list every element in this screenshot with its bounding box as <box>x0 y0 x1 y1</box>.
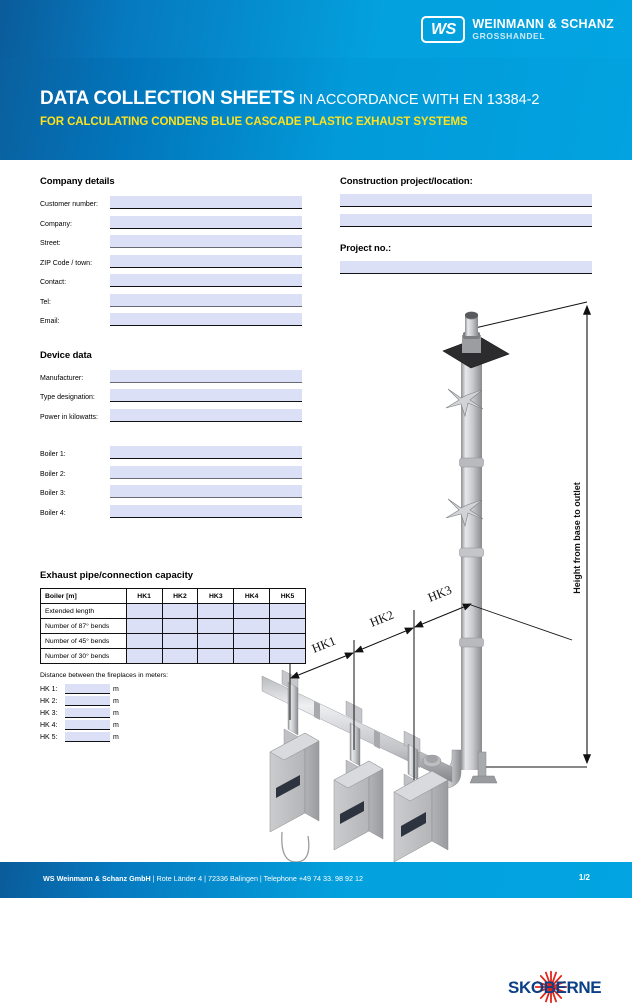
page-footer <box>0 862 632 898</box>
label-company: Company: <box>40 220 72 228</box>
distances-heading: Distance between the fireplaces in meters: <box>40 672 169 679</box>
row-label-87-bends: Number of 87° bends <box>41 619 127 634</box>
cell-30-bends-hk2[interactable] <box>162 649 198 664</box>
label-street: Street: <box>40 240 61 247</box>
input-customer-number[interactable] <box>110 196 302 209</box>
cell-45-bends-hk1[interactable] <box>126 634 162 649</box>
skoberne-wordmark: SKOBERNE <box>508 978 602 997</box>
span-label-hk1: HK1 <box>309 633 338 656</box>
label-contact: Contact: <box>40 279 67 286</box>
label-customer-number: Customer number: <box>40 201 98 208</box>
cell-87-bends-hk1[interactable] <box>126 619 162 634</box>
unit-distance-hk2: m <box>113 697 119 705</box>
row-label-45-bends: Number of 45° bends <box>41 634 127 649</box>
col-header-hk4: HK4 <box>234 589 270 604</box>
cell-87-bends-hk2[interactable] <box>162 619 198 634</box>
input-project-no[interactable] <box>340 261 592 274</box>
capacity-table-heading: Exhaust pipe/connection capacity <box>40 570 194 581</box>
cell-extended-length-hk2[interactable] <box>162 604 198 619</box>
label-boiler-3: Boiler 3: <box>40 490 66 497</box>
cell-87-bends-hk3[interactable] <box>198 619 234 634</box>
ws-company-subtitle: GROSSHANDEL <box>472 30 546 41</box>
input-construction-line-2[interactable] <box>340 214 592 227</box>
label-boiler-1: Boiler 1: <box>40 451 66 458</box>
distance-row-hk1 <box>40 683 240 695</box>
distance-row-hk3 <box>40 707 240 719</box>
row-label-30-bends: Number of 30° bends <box>41 649 127 664</box>
row-label-extended-length: Extended length <box>41 604 127 619</box>
cell-extended-length-hk1[interactable] <box>126 604 162 619</box>
unit-distance-hk5: m <box>113 733 119 741</box>
input-distance-hk5[interactable] <box>65 732 110 742</box>
cell-extended-length-hk3[interactable] <box>198 604 234 619</box>
label-distance-hk5: HK 5: <box>40 733 58 741</box>
boiler-unit-1 <box>270 682 319 862</box>
cell-45-bends-hk3[interactable] <box>198 634 234 649</box>
project-no-heading: Project no.: <box>340 243 392 254</box>
input-distance-hk1[interactable] <box>65 684 110 694</box>
page-header <box>0 0 632 160</box>
footer-address: | Rote Länder 4 | 72336 Balingen | Telephone +49 74 33. 98 92 12 <box>150 874 363 883</box>
distance-row-hk4 <box>40 719 240 731</box>
fireplace-distances-section <box>40 672 240 743</box>
device-data-heading: Device data <box>40 349 92 361</box>
col-header-hk1: HK1 <box>126 589 162 604</box>
label-distance-hk3: HK 3: <box>40 709 58 717</box>
col-header-hk2: HK2 <box>162 589 198 604</box>
label-distance-hk1: HK 1: <box>40 685 58 693</box>
cell-30-bends-hk3[interactable] <box>198 649 234 664</box>
height-dimension-label: Height from base to outlet <box>572 482 582 594</box>
input-zip-town[interactable] <box>110 255 302 268</box>
label-manufacturer: Manufacturer: <box>40 374 84 382</box>
page-title-standard: IN ACCORDANCE WITH EN 13384-2 <box>294 92 540 108</box>
input-street[interactable] <box>110 235 302 248</box>
field-customer-number <box>40 196 302 209</box>
cell-30-bends-hk1[interactable] <box>126 649 162 664</box>
unit-distance-hk1: m <box>113 685 119 693</box>
label-power-kilowatts: Power in kilowatts: <box>40 413 98 421</box>
input-distance-hk3[interactable] <box>65 708 110 718</box>
right-column <box>340 176 592 274</box>
span-label-hk2: HK2 <box>367 607 396 630</box>
page-title-main: DATA COLLECTION SHEETS <box>40 88 295 109</box>
col-header-hk5: HK5 <box>270 589 306 604</box>
col-header-hk3: HK3 <box>198 589 234 604</box>
field-zip-town <box>40 255 302 268</box>
footer-company-name: WS Weinmann & Schanz GmbH <box>43 874 151 883</box>
skoberne-logo <box>508 978 601 998</box>
input-distance-hk2[interactable] <box>65 696 110 706</box>
ws-company-name: WEINMANN & SCHANZ <box>472 17 614 32</box>
distance-row-hk5 <box>40 731 240 743</box>
footer-contact-info <box>43 874 363 883</box>
unit-distance-hk3: m <box>113 709 119 717</box>
span-label-hk3: HK3 <box>425 582 454 605</box>
page-title <box>40 88 539 128</box>
unit-distance-hk4: m <box>113 721 119 729</box>
ws-logo-text <box>472 18 614 40</box>
page-title-subtitle: FOR CALCULATING CONDENS BLUE CASCADE PLASTIC EXHAUST SYSTEMS <box>40 116 468 128</box>
page-number: 1/2 <box>578 873 590 882</box>
field-company <box>40 216 302 229</box>
col-header-boiler: Boiler [m] <box>41 589 127 604</box>
input-construction-line-1[interactable] <box>340 194 592 207</box>
label-distance-hk4: HK 4: <box>40 721 58 729</box>
label-tel: Tel: <box>40 298 51 306</box>
company-details-heading: Company details <box>40 176 115 187</box>
field-street <box>40 235 302 248</box>
ws-monogram-icon: WS <box>421 16 465 43</box>
input-distance-hk4[interactable] <box>65 720 110 730</box>
distance-row-hk2 <box>40 695 240 707</box>
title-primary-line <box>40 88 539 110</box>
label-email: Email: <box>40 318 60 325</box>
label-boiler-2: Boiler 2: <box>40 470 66 478</box>
label-type-designation: Type designation: <box>40 394 95 401</box>
label-boiler-4: Boiler 4: <box>40 509 66 517</box>
input-company[interactable] <box>110 216 302 229</box>
weinmann-schanz-logo <box>421 16 614 43</box>
label-distance-hk2: HK 2: <box>40 697 58 705</box>
cell-45-bends-hk2[interactable] <box>162 634 198 649</box>
label-zip-town: ZIP Code / town: <box>40 259 93 267</box>
construction-project-heading: Construction project/location: <box>340 176 473 187</box>
exhaust-system-illustration <box>262 280 632 825</box>
